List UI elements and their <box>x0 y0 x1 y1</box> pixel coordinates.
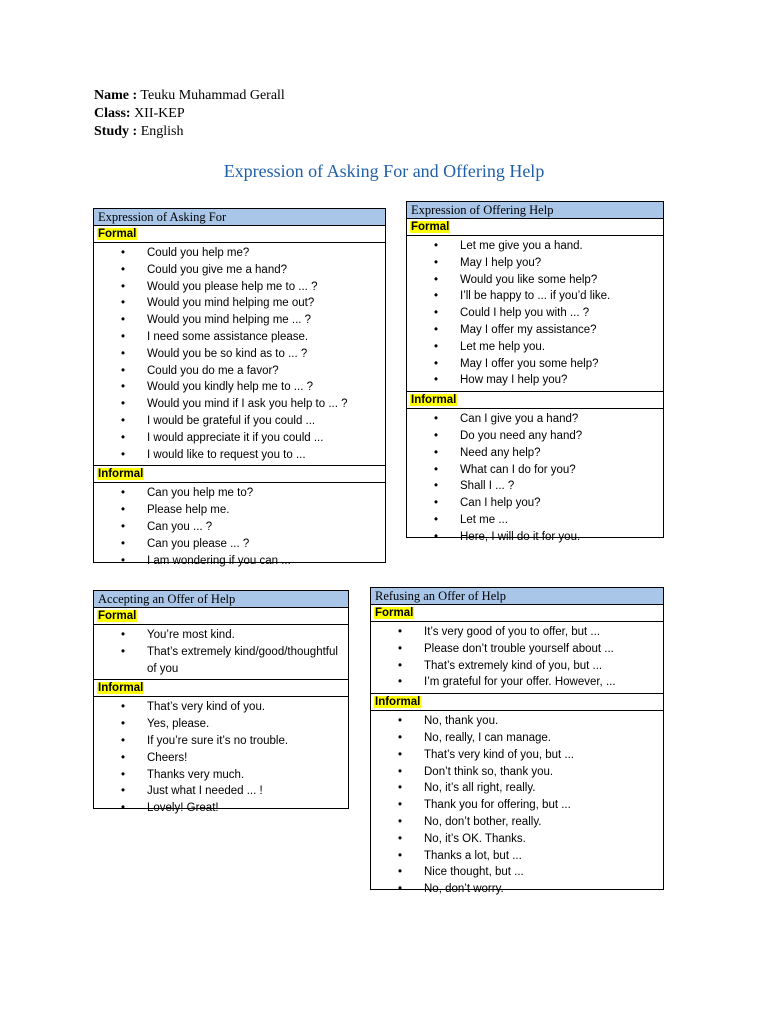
informal-list <box>94 697 348 819</box>
informal-list <box>407 409 663 547</box>
list-item: • Yes, please. <box>94 716 348 733</box>
refusing-offer-table <box>370 587 664 896</box>
formal-section-header <box>94 226 385 243</box>
list-item: • Just what I needed ... ! <box>94 783 348 800</box>
class-label: Class: <box>94 106 131 121</box>
list-item: • Lovely! Great! <box>94 800 348 817</box>
list-item: • Can you help me to? <box>94 485 385 502</box>
list-item: • Please help me. <box>94 502 385 519</box>
page-title: Expression of Asking For and Offering Help <box>223 161 545 181</box>
informal-section-header <box>371 693 663 711</box>
table-title: Expression of Offering Help <box>407 202 663 219</box>
list-item: • Would you be so kind as to ... ? <box>94 346 385 363</box>
list-item: • You’re most kind. <box>94 627 348 644</box>
list-item: • Please don’t trouble yourself about ... <box>371 641 663 658</box>
informal-section-header <box>407 391 663 409</box>
list-item: • No, really, I can manage. <box>371 730 663 747</box>
name-row <box>94 87 285 105</box>
informal-section-header <box>94 679 348 697</box>
formal-list <box>371 622 663 693</box>
table-title: Expression of Asking For <box>94 209 385 226</box>
list-item: • I’ll be happy to ... if you’d like. <box>407 288 663 305</box>
list-item: • May I offer my assistance? <box>407 322 663 339</box>
informal-list <box>371 711 663 900</box>
class-row <box>94 105 285 123</box>
list-item: • Would you please help me to ... ? <box>94 279 385 296</box>
list-item: • That’s extremely kind of you, but ... <box>371 658 663 675</box>
informal-label: Informal <box>375 696 421 709</box>
list-item: • Could I help you with ... ? <box>407 305 663 322</box>
list-item: • I would like to request you to ... <box>94 447 385 464</box>
list-item: • Don’t think so, thank you. <box>371 764 663 781</box>
class-value: XII-KEP <box>130 106 185 121</box>
list-item: • Could you help me? <box>94 245 385 262</box>
table-title: Accepting an Offer of Help <box>94 591 348 608</box>
list-item: • I need some assistance please. <box>94 329 385 346</box>
list-item: • Need any help? <box>407 445 663 462</box>
list-item: • Can I give you a hand? <box>407 411 663 428</box>
formal-label: Formal <box>98 610 137 622</box>
list-item: • Thanks a lot, but ... <box>371 848 663 865</box>
list-item: • Would you mind helping me out? <box>94 295 385 312</box>
table-title: Refusing an Offer of Help <box>371 588 663 605</box>
formal-label: Formal <box>411 221 450 233</box>
list-item: • No, it’s all right, really. <box>371 780 663 797</box>
list-item: • How may I help you? <box>407 372 663 389</box>
informal-list <box>94 483 385 571</box>
list-item: • It’s very good of you to offer, but ... <box>371 624 663 641</box>
study-row <box>94 123 285 141</box>
study-value: English <box>137 124 184 139</box>
formal-list <box>407 236 663 391</box>
list-item: • Cheers! <box>94 750 348 767</box>
list-item: • Thank you for offering, but ... <box>371 797 663 814</box>
list-item: • Would you like some help? <box>407 272 663 289</box>
list-item: • Thanks very much. <box>94 767 348 784</box>
list-item: • What can I do for you? <box>407 462 663 479</box>
list-item: • That’s very kind of you, but ... <box>371 747 663 764</box>
list-item: • Can you ... ? <box>94 519 385 536</box>
informal-label: Informal <box>98 468 144 481</box>
list-item: • May I offer you some help? <box>407 356 663 373</box>
list-item: • Here, I will do it for you. <box>407 529 663 546</box>
list-item: • Let me help you. <box>407 339 663 356</box>
list-item: • Could you do me a favor? <box>94 363 385 380</box>
list-item: • That’s extremely kind/good/thoughtful of you <box>94 644 348 678</box>
list-item: • Let me ... <box>407 512 663 529</box>
name-value: Teuku Muhammad Gerall <box>137 88 285 103</box>
list-item: • Would you mind if I ask you help to ... ? <box>94 396 385 413</box>
list-item: • Shall I ... ? <box>407 478 663 495</box>
list-item: • I would appreciate it if you could ... <box>94 430 385 447</box>
list-item: • Can you please ... ? <box>94 536 385 553</box>
formal-label: Formal <box>98 228 137 240</box>
formal-section-header <box>407 219 663 236</box>
list-item: • Do you need any hand? <box>407 428 663 445</box>
informal-label: Informal <box>411 394 457 407</box>
list-item: • No, don’t worry. <box>371 881 663 898</box>
list-item: • Nice thought, but ... <box>371 864 663 881</box>
list-item: • Would you kindly help me to ... ? <box>94 379 385 396</box>
list-item: • Can I help you? <box>407 495 663 512</box>
list-item: • If you’re sure it’s no trouble. <box>94 733 348 750</box>
list-item: • No, it’s OK. Thanks. <box>371 831 663 848</box>
list-item: • That’s very kind of you. <box>94 699 348 716</box>
study-label: Study : <box>94 124 138 139</box>
name-label: Name : <box>94 88 138 103</box>
accepting-offer-table <box>93 590 349 815</box>
list-item: • No, thank you. <box>371 713 663 730</box>
list-item: • I am wondering if you can ... <box>94 553 385 570</box>
list-item: • I would be grateful if you could ... <box>94 413 385 430</box>
list-item: • Would you mind helping me ... ? <box>94 312 385 329</box>
informal-section-header <box>94 465 385 483</box>
informal-label: Informal <box>98 682 144 695</box>
formal-section-header <box>371 605 663 622</box>
formal-label: Formal <box>375 607 414 619</box>
list-item: • Let me give you a hand. <box>407 238 663 255</box>
formal-list <box>94 243 385 465</box>
formal-list <box>94 625 348 679</box>
list-item: • I’m grateful for your offer. However, ... <box>371 674 663 691</box>
list-item: • Could you give me a hand? <box>94 262 385 279</box>
offering-help-table <box>406 201 664 543</box>
list-item: • No, don’t bother, really. <box>371 814 663 831</box>
asking-for-help-table <box>93 208 386 567</box>
list-item: • May I help you? <box>407 255 663 272</box>
formal-section-header <box>94 608 348 625</box>
student-info <box>94 87 285 141</box>
